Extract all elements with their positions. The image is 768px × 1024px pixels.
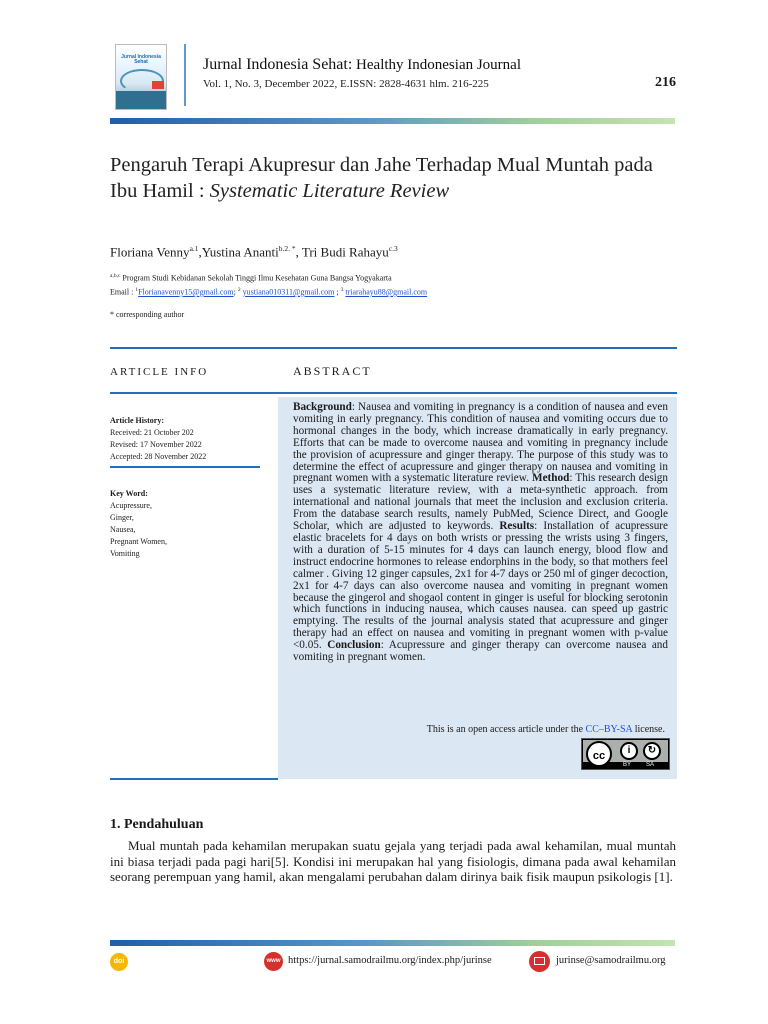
body-paragraph: Mual muntah pada kehamilan merupakan suatu gejala yang terjadi pada awal kehamilan, mual muntah ini biasa terjadi pada pagi hari[5]. Kondisi ini merupakan hal yang fisiologis, dimana pada awal kehamilan seorang perempuan yang hamil, akan mengalami perubahan dalam dirinya baik fisik maupun psikologis [1].	[110, 838, 676, 884]
keyword-item: Ginger,	[110, 513, 134, 522]
license-prefix: This is an open access article under the	[426, 724, 586, 735]
article-title-main: Pengaruh Terapi Akupresur dan Jahe Terhadap Mual Muntah pada Ibu Hamil :	[110, 154, 653, 202]
journal-volume-line: Vol. 1, No. 3, December 2022, E.ISSN: 2828-4631 hlm. 216-225	[203, 78, 489, 90]
abstract-text	[293, 402, 668, 664]
revised-date: Revised: 17 November 2022	[110, 440, 202, 449]
author-name: Floriana Venny	[110, 244, 190, 260]
license-link[interactable]: CC–BY-SA	[585, 724, 633, 735]
cover-band	[116, 91, 166, 109]
journal-email-link[interactable]: jurinse@samodrailmu.org	[556, 955, 666, 966]
page-number: 216	[655, 75, 676, 90]
background-label: Background	[293, 401, 352, 413]
badge-sa-label: SA	[646, 762, 655, 768]
affiliation-text: Program Studi Kebidanan Sekolah Tinggi Ilmu Kesehatan Guna Bangsa Yogyakarta	[122, 273, 392, 283]
history-rule	[110, 466, 260, 468]
email-link-2[interactable]: yustiana010311@gmail.com	[242, 287, 335, 297]
section-heading: 1. Pendahuluan	[110, 817, 204, 832]
attribution-person-icon: i	[620, 742, 638, 760]
journal-cover-image	[115, 44, 167, 110]
email-mark: 1	[135, 287, 139, 293]
author-name: ,Yustina Ananti	[198, 244, 279, 260]
keywords-block	[110, 488, 167, 560]
journal-url-link[interactable]: https://jurnal.samodrailmu.org/index.php/jurinse	[288, 955, 492, 966]
email-line: Email : $^1$Florianavenny15@gmail.com; $^2$ yustiana010311@gmail.com ; $^3$ triarahayu88@gmail.com	[110, 287, 428, 297]
info-rule-bottom	[110, 778, 278, 780]
header-divider	[184, 44, 186, 106]
results-text: : Installation of acupressure elastic bracelets for 4 days on both wrists or pressing the wrists using 3 fingers, with a duration of 5-15 minutes for 4 days can launch energy, blood flow and instruct endocrine hormones to release endorphins in the body, so that mothers feel calmer . Giving 12 ginger capsules, 2x1 for 4-7 days or 250 ml of ginger decoction, 2x1 for 4-7 days can also overcome nausea and vomiting in pregnant women because the gingerol and shogaol content in ginger is useful for blocking serotonin which functions in inducing nausea, which causes nausea. can speed up gastric emptying. The results of the journal analysis stated that acupressure and ginger therapy had an effect on nausea and vomiting in pregnant women with p-value <0.05.	[293, 520, 668, 652]
affiliation-mark: a,b,c	[110, 273, 121, 279]
globe-icon: www	[264, 952, 283, 971]
author-affil-mark: b.2. *	[278, 244, 296, 253]
journal-subtitle: Healthy Indonesian Journal	[352, 57, 522, 73]
keyword-item: Nausea,	[110, 525, 136, 534]
conclusion-text: : Acupressure and ginger therapy can overcome nausea and vomiting in pregnant women.	[293, 639, 668, 664]
keyword-item: Vomiting	[110, 549, 140, 558]
received-date: Received: 21 October 202	[110, 428, 194, 437]
keyword-item: Acupressure,	[110, 501, 152, 510]
history-label: Article History:	[110, 416, 164, 425]
email-mark: 2	[237, 287, 241, 293]
background-text: : Nausea and vomiting in pregnancy is a condition of nausea and even vomiting in early pregnancy. This condition of nausea and vomiting occurs due to hormonal changes in the body, which increase dramatically in early pregnancy. Efforts that can be made to overcome nausea and vomiting in pregnancy include the provision of acupressure and ginger therapy. The purpose of this study was to determine the effect of acupressure and ginger therapy on nausea and vomiting in pregnant women with a systematic literature review.	[293, 401, 668, 485]
abstract-heading: ABSTRACT	[293, 364, 372, 378]
results-label: Results	[499, 520, 535, 533]
author-affil-mark: a.1	[189, 244, 199, 253]
article-info-heading: ARTICLE INFO	[110, 366, 209, 378]
envelope-shape	[534, 957, 545, 965]
journal-name	[203, 56, 521, 74]
keyword-item: Pregnant Women,	[110, 537, 167, 546]
header-rule	[110, 118, 675, 124]
share-alike-icon: ↻	[643, 742, 661, 760]
info-rule-mid	[110, 392, 677, 394]
footer-rule	[110, 940, 675, 946]
cover-title: Jurnal Indonesia Sehat	[121, 54, 161, 65]
cc-logo-icon: cc	[586, 741, 612, 767]
keyword-label: Key Word:	[110, 489, 148, 498]
info-rule-top	[110, 347, 677, 349]
article-title	[110, 152, 680, 204]
author-affil-mark: c.3	[388, 244, 398, 253]
article-history	[110, 415, 206, 463]
license-suffix: license.	[632, 724, 665, 735]
license-line	[293, 724, 665, 735]
email-link-1[interactable]: Florianavenny15@gmail.com	[138, 287, 234, 297]
journal-name-main: Jurnal Indonesia Sehat:	[203, 56, 353, 73]
author-list	[110, 244, 398, 260]
method-label: Method	[532, 472, 570, 485]
email-label: Email :	[110, 287, 136, 297]
accepted-date: Accepted: 28 November 2022	[110, 452, 207, 461]
cc-by-sa-badge[interactable]	[581, 738, 670, 770]
email-link-3[interactable]: triarahayu88@gmail.com	[345, 287, 428, 297]
author-name: , Tri Budi Rahayu	[295, 244, 389, 260]
conclusion-label: Conclusion	[327, 639, 381, 652]
corresponding-author-note: * corresponding author	[110, 310, 185, 319]
cover-accent	[152, 81, 164, 89]
mail-icon	[529, 951, 550, 972]
doi-icon[interactable]: doi	[110, 953, 128, 971]
article-title-italic: Systematic Literature Review	[209, 180, 450, 202]
badge-by-label: BY	[623, 762, 632, 768]
email-mark: 3	[340, 287, 344, 293]
method-text: : This research design uses a systematic literature review, with a meta-synthetic approach. from international and national journals that meet the inclusion and exclusion criteria. From the database search results, namely PubMed, Science Direct, and Google Scholar, which are adjusted to keywords.	[293, 472, 668, 533]
affiliation	[110, 273, 392, 283]
